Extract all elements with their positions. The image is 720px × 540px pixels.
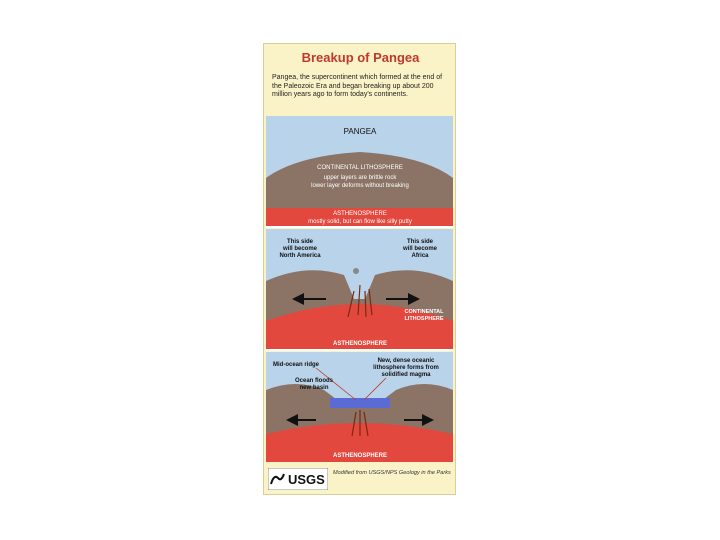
volcanic-ash: [353, 268, 359, 274]
ocean-basin: [330, 398, 390, 408]
p1-litho-desc2: lower layer deforms without breaking: [311, 183, 409, 189]
p3-new-litho-3: solidified magma: [381, 372, 431, 378]
p3-new-litho-1: New, dense oceanic: [377, 358, 435, 364]
p3-new-litho-2: lithosphere forms from: [373, 365, 439, 371]
p2-left-note-3: North America: [279, 253, 321, 259]
p3-astheno-label: ASTHENOSPHERE: [332, 453, 388, 459]
pangea-heading: PANGEA: [343, 127, 377, 136]
p2-left-note-2: will become: [282, 246, 318, 252]
intro-text: Pangea, the supercontinent which formed at the end of the Paleozoic Era and began breaking up about 200 million years ago to form today's continents.: [272, 74, 443, 98]
p2-litho-label-1: CONTINENTAL: [404, 309, 444, 315]
p1-litho-desc1: upper layers are brittle rock: [323, 175, 397, 181]
panel-rifting: [266, 229, 453, 349]
p2-litho-label-2: LITHOSPHERE: [404, 316, 444, 322]
p3-ocean-label-1: Ocean floods: [294, 378, 334, 384]
p2-right-note-3: Africa: [411, 253, 429, 259]
p1-astheno-desc: mostly solid, but can flow like silly putty: [308, 219, 412, 225]
usgs-logo: [268, 468, 328, 490]
credit-text: Modified from USGS/NPS Geology in the Parks: [333, 470, 451, 476]
p2-right-note-1: This side: [406, 239, 434, 245]
usgs-logo-text: USGS: [288, 472, 325, 487]
p1-astheno-label: ASTHENOSPHERE: [333, 211, 387, 217]
pangea-diagram: [266, 116, 453, 462]
p3-ridge-label: Mid-ocean ridge: [272, 362, 320, 368]
p1-litho-label: CONTINENTAL LITHOSPHERE: [317, 165, 403, 171]
p2-left-note-1: This side: [286, 239, 314, 245]
panel-ocean-basin: [266, 352, 453, 462]
p3-ocean-label-2: new basin: [299, 385, 329, 391]
panel-pangea: [266, 116, 453, 226]
figure-title: Breakup of Pangea: [301, 50, 420, 65]
p2-astheno-label: ASTHENOSPHERE: [332, 341, 388, 347]
p2-right-note-2: will become: [402, 246, 438, 252]
